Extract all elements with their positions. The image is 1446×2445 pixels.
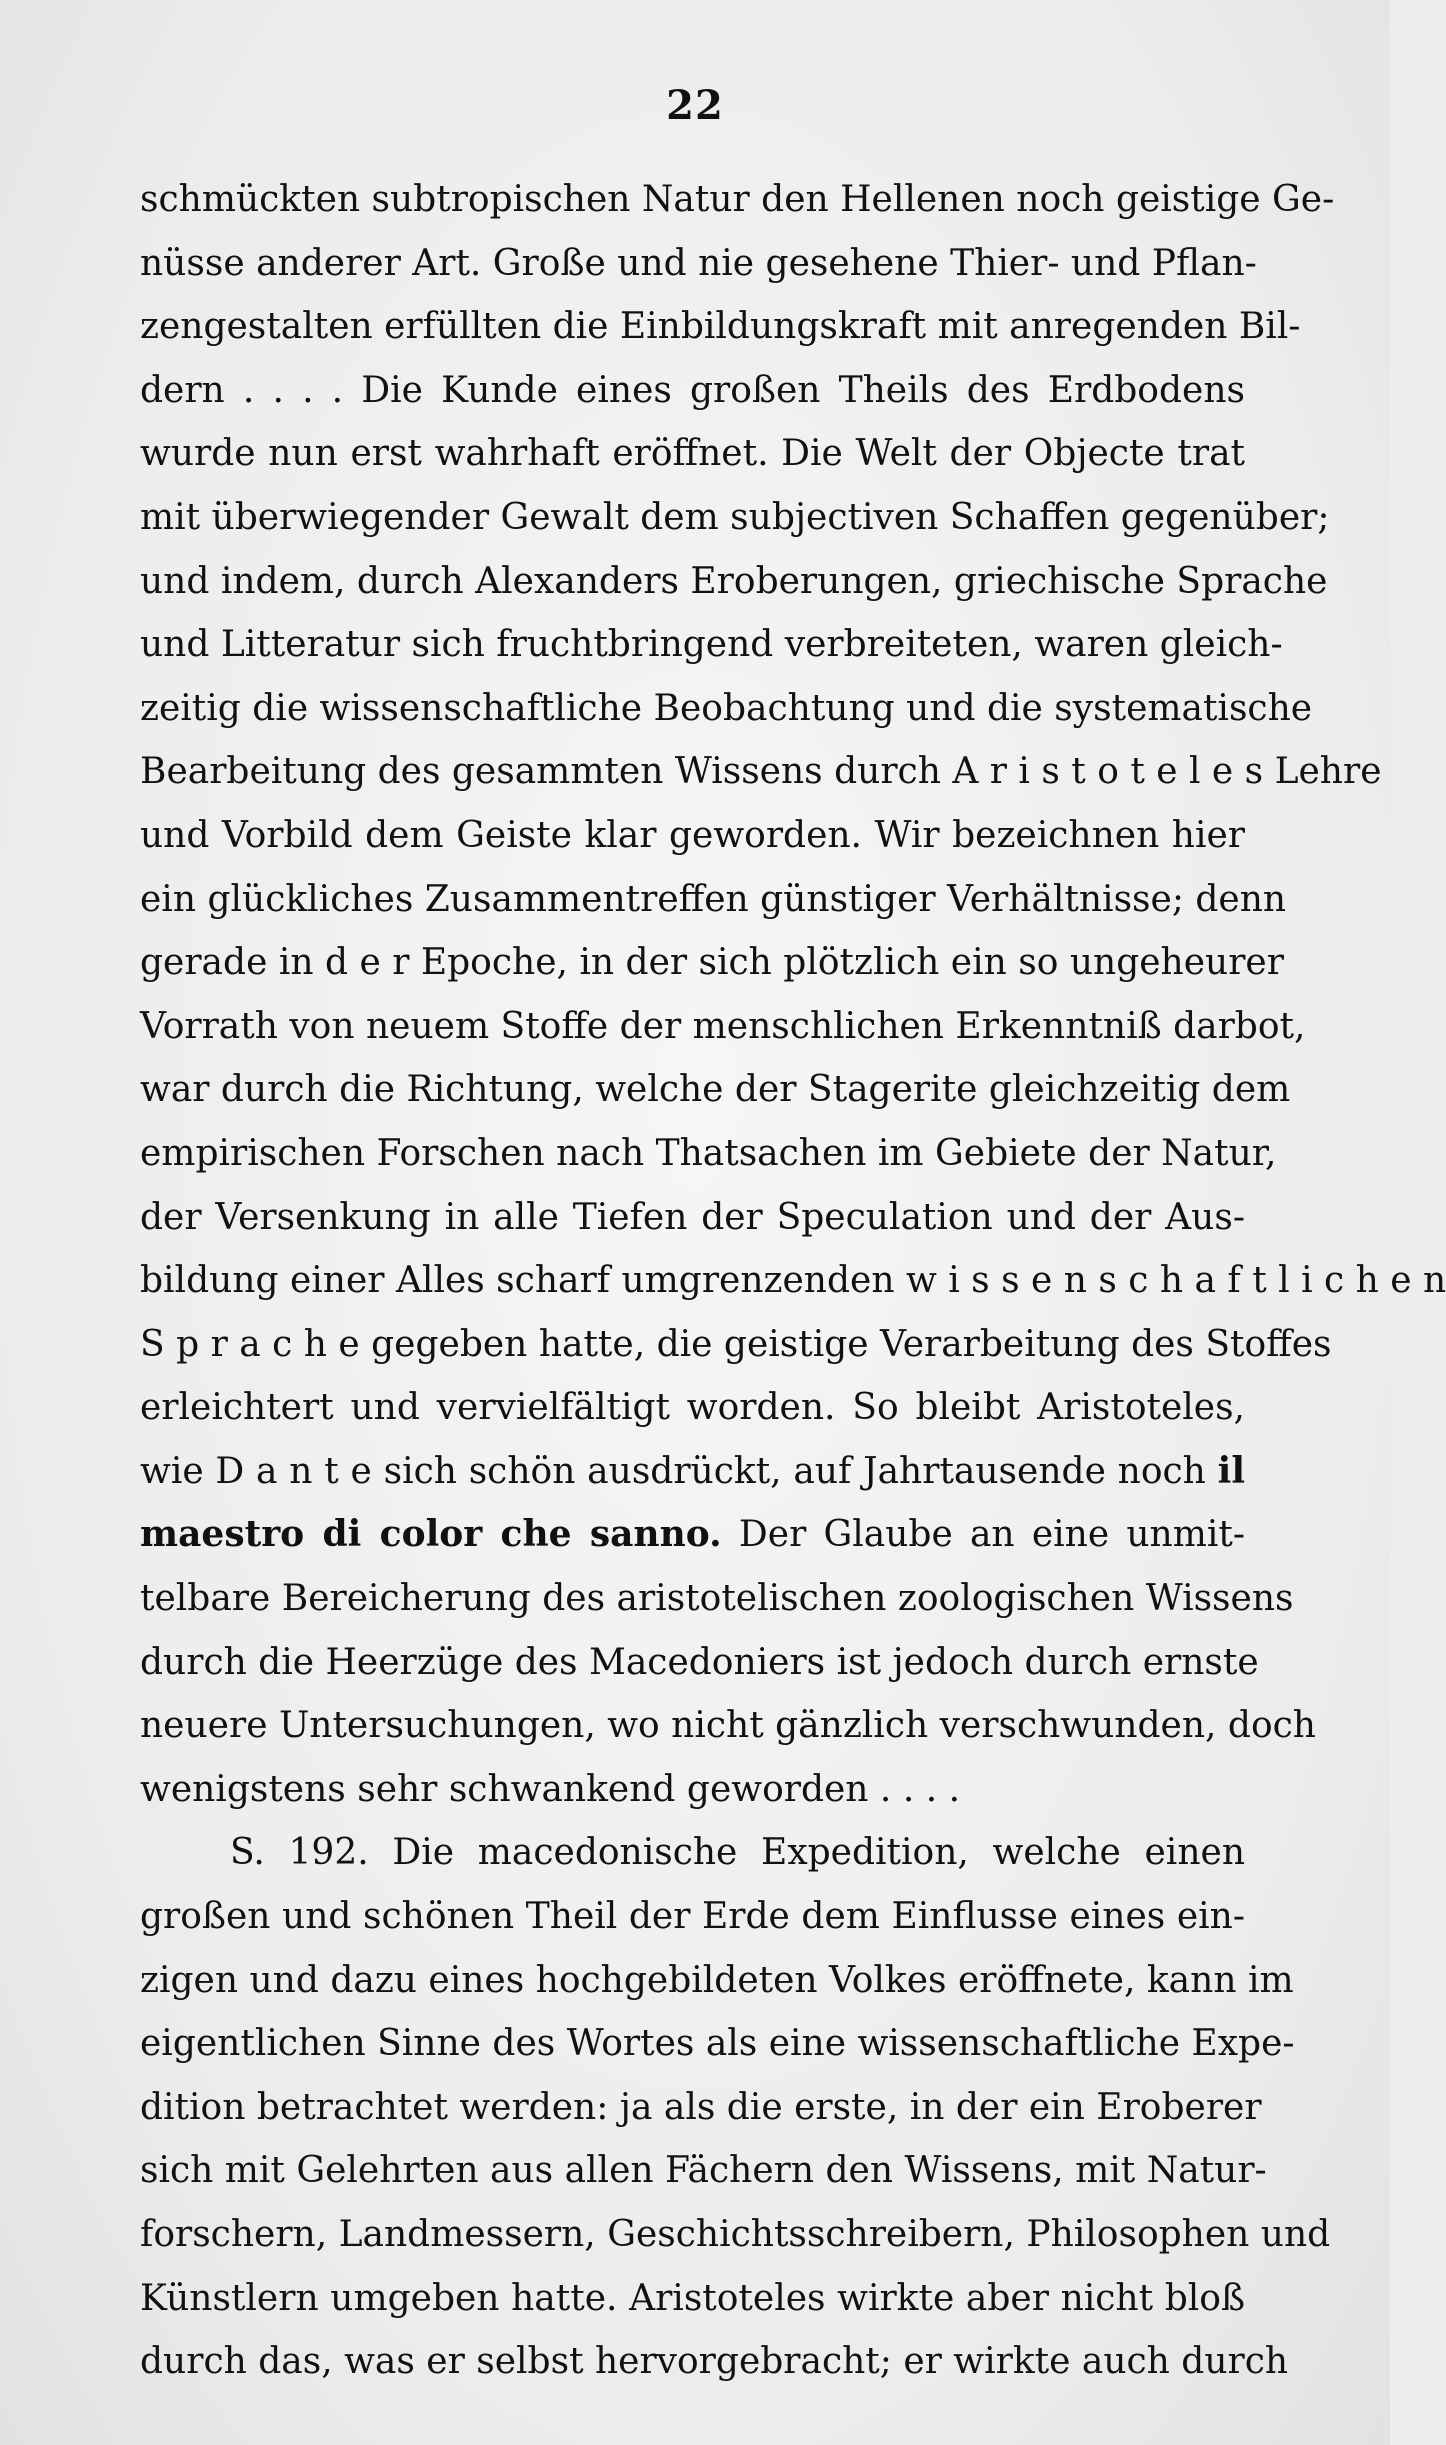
text-line: forschern, Landmessern, Geschichtsschreibern, Philosophen und	[140, 2214, 1331, 2255]
text-line: nüsse anderer Art. Große und nie gesehene Thier- und Pflan-	[140, 242, 1257, 284]
text-line: S. 192. Die macedonische Expedition, welche einen	[230, 1832, 1245, 1874]
text-line: zigen und dazu eines hochgebildeten Volkes eröffnete, kann im	[140, 1959, 1294, 2001]
text-line: eigentlichen Sinne des Wortes als eine wissenschaftliche Expe-	[140, 2023, 1295, 2065]
line-text: Der Glaube an eine unmit-	[721, 1514, 1245, 1556]
text-line: gerade in d e r Epoche, in der sich plötzlich ein so ungeheurer	[140, 942, 1284, 984]
text-line: war durch die Richtung, welche der Stagerite gleichzeitig dem	[140, 1069, 1291, 1111]
bold-phrase: maestro di color che sanno.	[140, 1513, 722, 1556]
text-line: der Versenkung in alle Tiefen der Speculation und der Aus-	[140, 1196, 1245, 1238]
text-line: empirischen Forschen nach Thatsachen im Gebiete der Natur,	[140, 1132, 1277, 1174]
text-line: durch das, was er selbst hervorgebracht; er wirkte auch durch	[140, 2341, 1289, 2383]
text-line: schmückten subtropischen Natur den Hellenen noch geistige Ge-	[140, 179, 1335, 220]
page-number: 22	[666, 82, 724, 129]
text-line: erleichtert und vervielfältigt worden. So bleibt Aristoteles,	[140, 1387, 1245, 1429]
text-line	[140, 1503, 1245, 1567]
line-text: wie D a n t e sich schön ausdrückt, auf Jahrtausende noch	[140, 1450, 1218, 1492]
text-line: und Vorbild dem Geiste klar geworden. Wir bezeichnen hier	[140, 814, 1245, 856]
text-line: und indem, durch Alexanders Eroberungen, griechische Sprache	[140, 560, 1328, 602]
text-line	[140, 1440, 1245, 1504]
body-text	[140, 168, 1446, 2394]
text-line: telbare Bereicherung des aristotelischen zoologischen Wissens	[140, 1578, 1294, 1620]
text-line: Bearbeitung des gesammten Wissens durch A r i s t o t e l e s Lehre	[140, 751, 1382, 793]
text-line: zengestalten erfüllten die Einbildungskraft mit anregenden Bil-	[140, 306, 1301, 348]
text-line: wurde nun erst wahrhaft eröffnet. Die Welt der Objecte trat	[140, 433, 1245, 475]
text-line: großen und schönen Theil der Erde dem Einflusse eines ein-	[140, 1896, 1245, 1938]
text-line: und Litteratur sich fruchtbringend verbreiteten, waren gleich-	[140, 624, 1283, 666]
text-line: sich mit Gelehrten aus allen Fächern den Wissens, mit Natur-	[140, 2150, 1267, 2192]
text-line: mit überwiegender Gewalt dem subjectiven Schaffen gegenüber;	[140, 496, 1330, 538]
text-line: wenigstens sehr schwankend geworden . . . .	[140, 1768, 961, 1810]
text-line: Künstlern umgeben hatte. Aristoteles wirkte aber nicht bloß	[140, 2277, 1245, 2319]
bold-phrase: il	[1217, 1449, 1245, 1492]
text-line: durch die Heerzüge des Macedoniers ist jedoch durch ernste	[140, 1641, 1259, 1683]
text-line: dern . . . . Die Kunde eines großen Theils des Erdbodens	[140, 369, 1245, 411]
text-line: S p r a c h e gegeben hatte, die geistige Verarbeitung des Stoffes	[140, 1323, 1332, 1365]
text-line: bildung einer Alles scharf umgrenzenden w i s s e n s c h a f t l i c h e n	[140, 1260, 1446, 1302]
text-line: dition betrachtet werden: ja als die erste, in der ein Eroberer	[140, 2086, 1262, 2128]
text-line: ein glückliches Zusammentreffen günstiger Verhältnisse; denn	[140, 878, 1287, 920]
text-line: Vorrath von neuem Stoffe der menschlichen Erkenntniß darbot,	[140, 1005, 1306, 1047]
text-line: zeitig die wissenschaftliche Beobachtung und die systematische	[140, 687, 1313, 729]
text-line: neuere Untersuchungen, wo nicht gänzlich verschwunden, doch	[140, 1705, 1316, 1747]
